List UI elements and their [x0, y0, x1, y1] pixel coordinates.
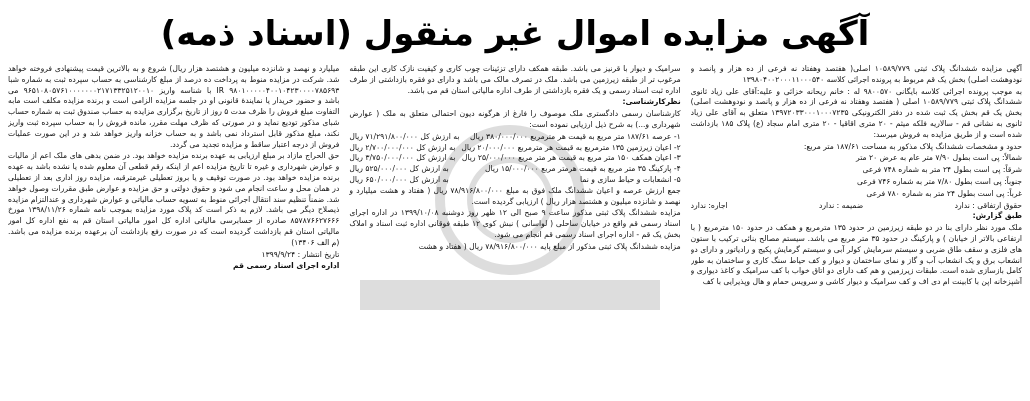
rights-lease: اجاره: ندارد [690, 200, 728, 210]
title-bar [0, 8, 1030, 60]
boundary-north: شمالاً: پی است بطول ۷/۹۰ متر عام به عرض ۲۰ متر [856, 153, 1022, 163]
paragraph-starting-price: مزایده ششدانگ پلاک ثبتی مذکور از مبلغ پایه ۷۸/۹۱۶/۸۰۰/۰۰۰ ریال ( هفتاد و هشت [418, 241, 681, 251]
valuation-item-2-desc: ۲- اعیان زیرزمین ۱۳۵ مترمربع به قیمت هر مترمربع ۲۰/۰۰۰/۰۰۰ ریال [461, 142, 681, 152]
valuation-item-4-total: به ارزش کل ۵۲۵/۰۰۰/۰۰۰ ریال [349, 164, 449, 174]
paragraph-continued: سرامیک و دیوار با قرنیز می باشد. طبقه همکف دارای تزئینات چوب کاری و کیفیت نازک کاری این طبقه مرغوب تر از طبقه زیرزمین می باشد. ملک در تصرف مالک می باشد و دارای دو فقره بازداشتی از طرف اداره ثبت اسناد رسمی و یک فقره بازداشتی از طرف اداره مالیاتی استان قم می باشد. [349, 64, 681, 95]
column-3 [8, 64, 339, 397]
paragraph-expert: کارشناسان رسمی دادگستری ملک موصوف را فارغ از هرگونه دیون احتمالی متعلق به ملک ( عوارض شهرداری و...) به شرح ذیل ارزیابی نموده است: [349, 109, 681, 129]
valuation-item-3-desc: ۳- اعیان همکف ۱۵۰ متر مربع به قیمت هر متر مربع ۲۵/۰۰۰/۰۰۰ ریال [461, 153, 681, 163]
paragraph-terms: میلیارد و نهصد و شانزده میلیون و هشتصد هزار ریال) شروع و به بالاترین قیمت پیشنهادی فروخته خواهد شد. شرکت در مزایده منوط به پرداخت ده درصد از مبلغ کارشناسی به حساب سپرده ثبت به شماره شبا IR ۹۸۰۱۰۰۰۰۰۴۰۰۱۰۴۲۳۰۰۰۰۷۸۵۶۹۳ با شناسه واریز ۹۶۵۱۰۸۰۵۷۶۱۰۰۰۰۰۰۰۲۱۷۱۳۳۲۵۱۲۰۰۱۰ می باشد و حضور خریدار یا نمایندۀ قانونی او در جلسه مزایده الزامی است و برنده مزایده مکلف است مابه التفاوت مبلغ فروش را ظرف مدت ۵ روز از تاریخ برگزاری مزایده به حساب صندوق ثبت به شماره حساب شبای مذکور تودیع نماید و در صورتی که ظرف مهلت مقرر، مانده فروش را به حساب سپرده ثبت واریز نکند، مبلغ مذکور قابل استرداد نمی باشد و به حساب خزانه واریز خواهد شد و در این صورت عملیات فروش از درجه اعتبار ساقط و مزایده تجدید می گردد. [8, 64, 340, 149]
valuation-item-4-desc: ۴- پارکینگ ۳۵ متر مربع به قیمت هرمتر مربع ۱۵/۰۰۰/۰۰۰ ریال [484, 164, 681, 174]
boundary-east: شرقاً: پی است بطول ۲۴ متر به شماره ۷۴۸ فرعی [862, 165, 1022, 175]
rights-annex: ضمیمه : ندارد [819, 200, 864, 210]
expert-heading: نظرکارشناسی: [622, 97, 681, 107]
valuation-item-3 [349, 153, 680, 164]
column-1 [691, 64, 1022, 397]
valuation-item-1 [349, 132, 680, 143]
boundary-west: غرباً: پی است بطول ۲۴ متر به شماره ۷۸۰ فرعی [866, 188, 1022, 198]
paragraph-total: جمع ارزش عرصه و اعیان ششدانگ ملک فوق به مبلغ ۷۸/۹۱۶/۸۰۰/۰۰۰ ریال ( هفتاد و هشت میلیارد و نهصد و شانزده میلیون و هشتصد هزار ریال ) ارزیابی گردیده است. [349, 185, 681, 206]
paragraph-case: به موجب پرونده اجرائی کلاسه بایگانی ۹۸۰۰۵۷۰ له : خانم ریحانه خزائی و علیه:آقای علی زیاد ثانوی ششدانگ پلاک ثبتی ۱۰۵۸۹/۷۷۹ اصلی ( هفتصد وهفتاد نه فرعی از ده هزار و پانصد و نودوهشت اصلی) بخش یک قم بخش یک ثبت شده در دفتر الکترونیکی ۱۳۹۷۲۰۳۳۰۰۰۱۰۰۰۷۲۳۵ متعلق به آقای علی زیاد ثانوی به نشانی قم - سالاریه فلکه میثم - ۲۰ متری اقاقیا - ۲۰ متری امام سجاد (ع) پلاک ۱۸۵ بازداشت شده است و از طریق مزایده به فروش میرسد: [690, 86, 1022, 139]
valuation-item-3-total: به ارزش کل ۳/۷۵۰/۰۰۰/۰۰۰ ریال [349, 153, 456, 163]
valuation-item-2-total: به ارزش کل ۲/۷۰۰/۰۰۰/۰۰۰ ریال [349, 142, 456, 152]
paragraph-intro: آگهی مزایده ششدانگ پلاک ثبتی ۱۰۵۸۹/۷۷۹ اصلی( هفتصد وهفتاد نه فرعی از ده هزار و پانصد و نودوهشت اصلی) بخش یک قم مربوط به پرونده اجرائی کلاسه ۱۳۹۸۰۴۰۰۲۰۰۰۱۱۰۰۰۵۴۰ [690, 64, 1022, 84]
valuation-item-4 [349, 164, 680, 175]
paragraph-auction-time: مزایده ششدانگ پلاک ثبتی مذکور ساعت ۹ صبح الی ۱۲ ظهر روز دوشنبه ۱۳۹۹/۱۰/۰۸ در اداره اجرای اسناد رسمی قم واقع در خیابان ساحلی ( لواسانی ) نبش کوی ۱۲ طبقه فوقانی اداره ثبت اسناد و املاک بخش یک قم - اداره اجرای اسناد رسمی قم انجام می شود. [349, 208, 681, 239]
paragraph-report: ملک مورد نظر دارای بنا در دو طبقه زیرزمین در حدود ۱۳۵ مترمربع و همکف در حدود ۱۵۰ مترمربع ( با ارتفاعی بالاتر از خیابان ) و پارکینگ در حدود ۳۵ متر مربع می باشد. سیستم مصالح بنائی ترکیب با ستون های فلزی و سقف طاق ضربی و سیستم سرمایش کولر آبی و سیستم گرمایش پکیج و رادیاتور و دارای دو انشعاب برق و یک انشعاب آب و گاز و نمای ساختمان و دیوار و کف حیاط سنگ کاری و ساختمان به طور کامل بازسازی شده است. طبقات زیرزمین و هم کف دارای دو اتاق خواب با کف سرامیک و کاغذ دیواری و آشپزخانه اپن با کابینت ام دی اف و کف سرامیک و دیوار کاشی و سرویس حمام و هال وپذیرایی با کف [690, 223, 1022, 287]
rights-easement: حقوق ارتفاقی : ندارد [954, 200, 1022, 210]
paragraph-fees: حق الحراج مازاد بر مبلغ ارزیابی به عهده برنده مزایده خواهد بود. در ضمن بدهی های ملک اعم از مالیات و عوارض شهرداری و غیره تا تاریخ مزایده اعم از اینکه رقم قطعی آن معلوم شده یا نشده باشد به عهده برنده مزایده خواهد بود. در صورت توقیف و یا بروز تعطیلی غیرمترقبه، مزایده روز اداری بعد از تعطیلی در همان محل و ساعت انجام می شود و حقوق دولتی و حق مزایده و عوارض طبق مقررات وصول خواهد شد. ضمناً تنظیم سند انتقال اجرائی منوط به تسویه حساب مالیاتی و عوارض شهرداری و عندالتزام مزایده ذیصلاح دیگر می باشد. لازم به ذکر است کد پلاک مورد مزایده بموجب نامه شماره ۱۳۹۸/۱۱/۲۶ مورخ ۸۵۷۸۷۶۶۲۷۶۶۶ صادره از حسابرسی مالیاتی اداره کل امور مالیاتی استان قم به نفع اداره کل امور مالیاتی استان قم بازداشت گردیده است که در صورت رفع بازداشت آن برعهده برنده مزایده می باشد. (م الف ۱۳۴۰۶) [8, 151, 340, 247]
valuation-item-1-total: به ارزش کل ۷۱/۲۹۱/۸۰۰/۰۰۰ ریال [349, 131, 460, 141]
valuation-item-5-desc: ۵- انشعابات و حیاط سازی و نما [580, 174, 681, 184]
column-2 [349, 64, 680, 397]
page-title: آگهی مزایده اموال غیر منقول (اسناد ذمه) [160, 14, 870, 54]
valuation-item-5-total: به ارزش کل ۶۵۰/۰۰۰/۰۰۰ ریال [349, 174, 449, 184]
article-columns [8, 64, 1022, 397]
paragraph-boundaries-heading: حدود و مشخصات ششدانگ پلاک مذکور به مساحت ۱۸۷/۶۱ متر مربع: [803, 141, 1022, 151]
rights-row [691, 201, 1022, 212]
valuation-item-2 [349, 143, 680, 154]
valuation-item-1-desc: ۱- عرصه ۱۸۷/۶۱ متر مربع به قیمت هر مترمربع ۳۸۰/۰۰۰/۰۰۰ ریال [469, 131, 681, 141]
boundary-south: جنوباً: پی است بطول ۷/۸۰ متر به شماره ۷۴۶ فرعی [857, 176, 1022, 186]
report-heading: طبق گزارش: [972, 211, 1022, 221]
publish-date: تاریخ انتشار : ۱۳۹۹/۹/۲۴ [261, 249, 340, 259]
valuation-item-5 [349, 175, 680, 186]
issuer-signature: اداره اجرای اسناد رسمی قم [232, 261, 340, 271]
